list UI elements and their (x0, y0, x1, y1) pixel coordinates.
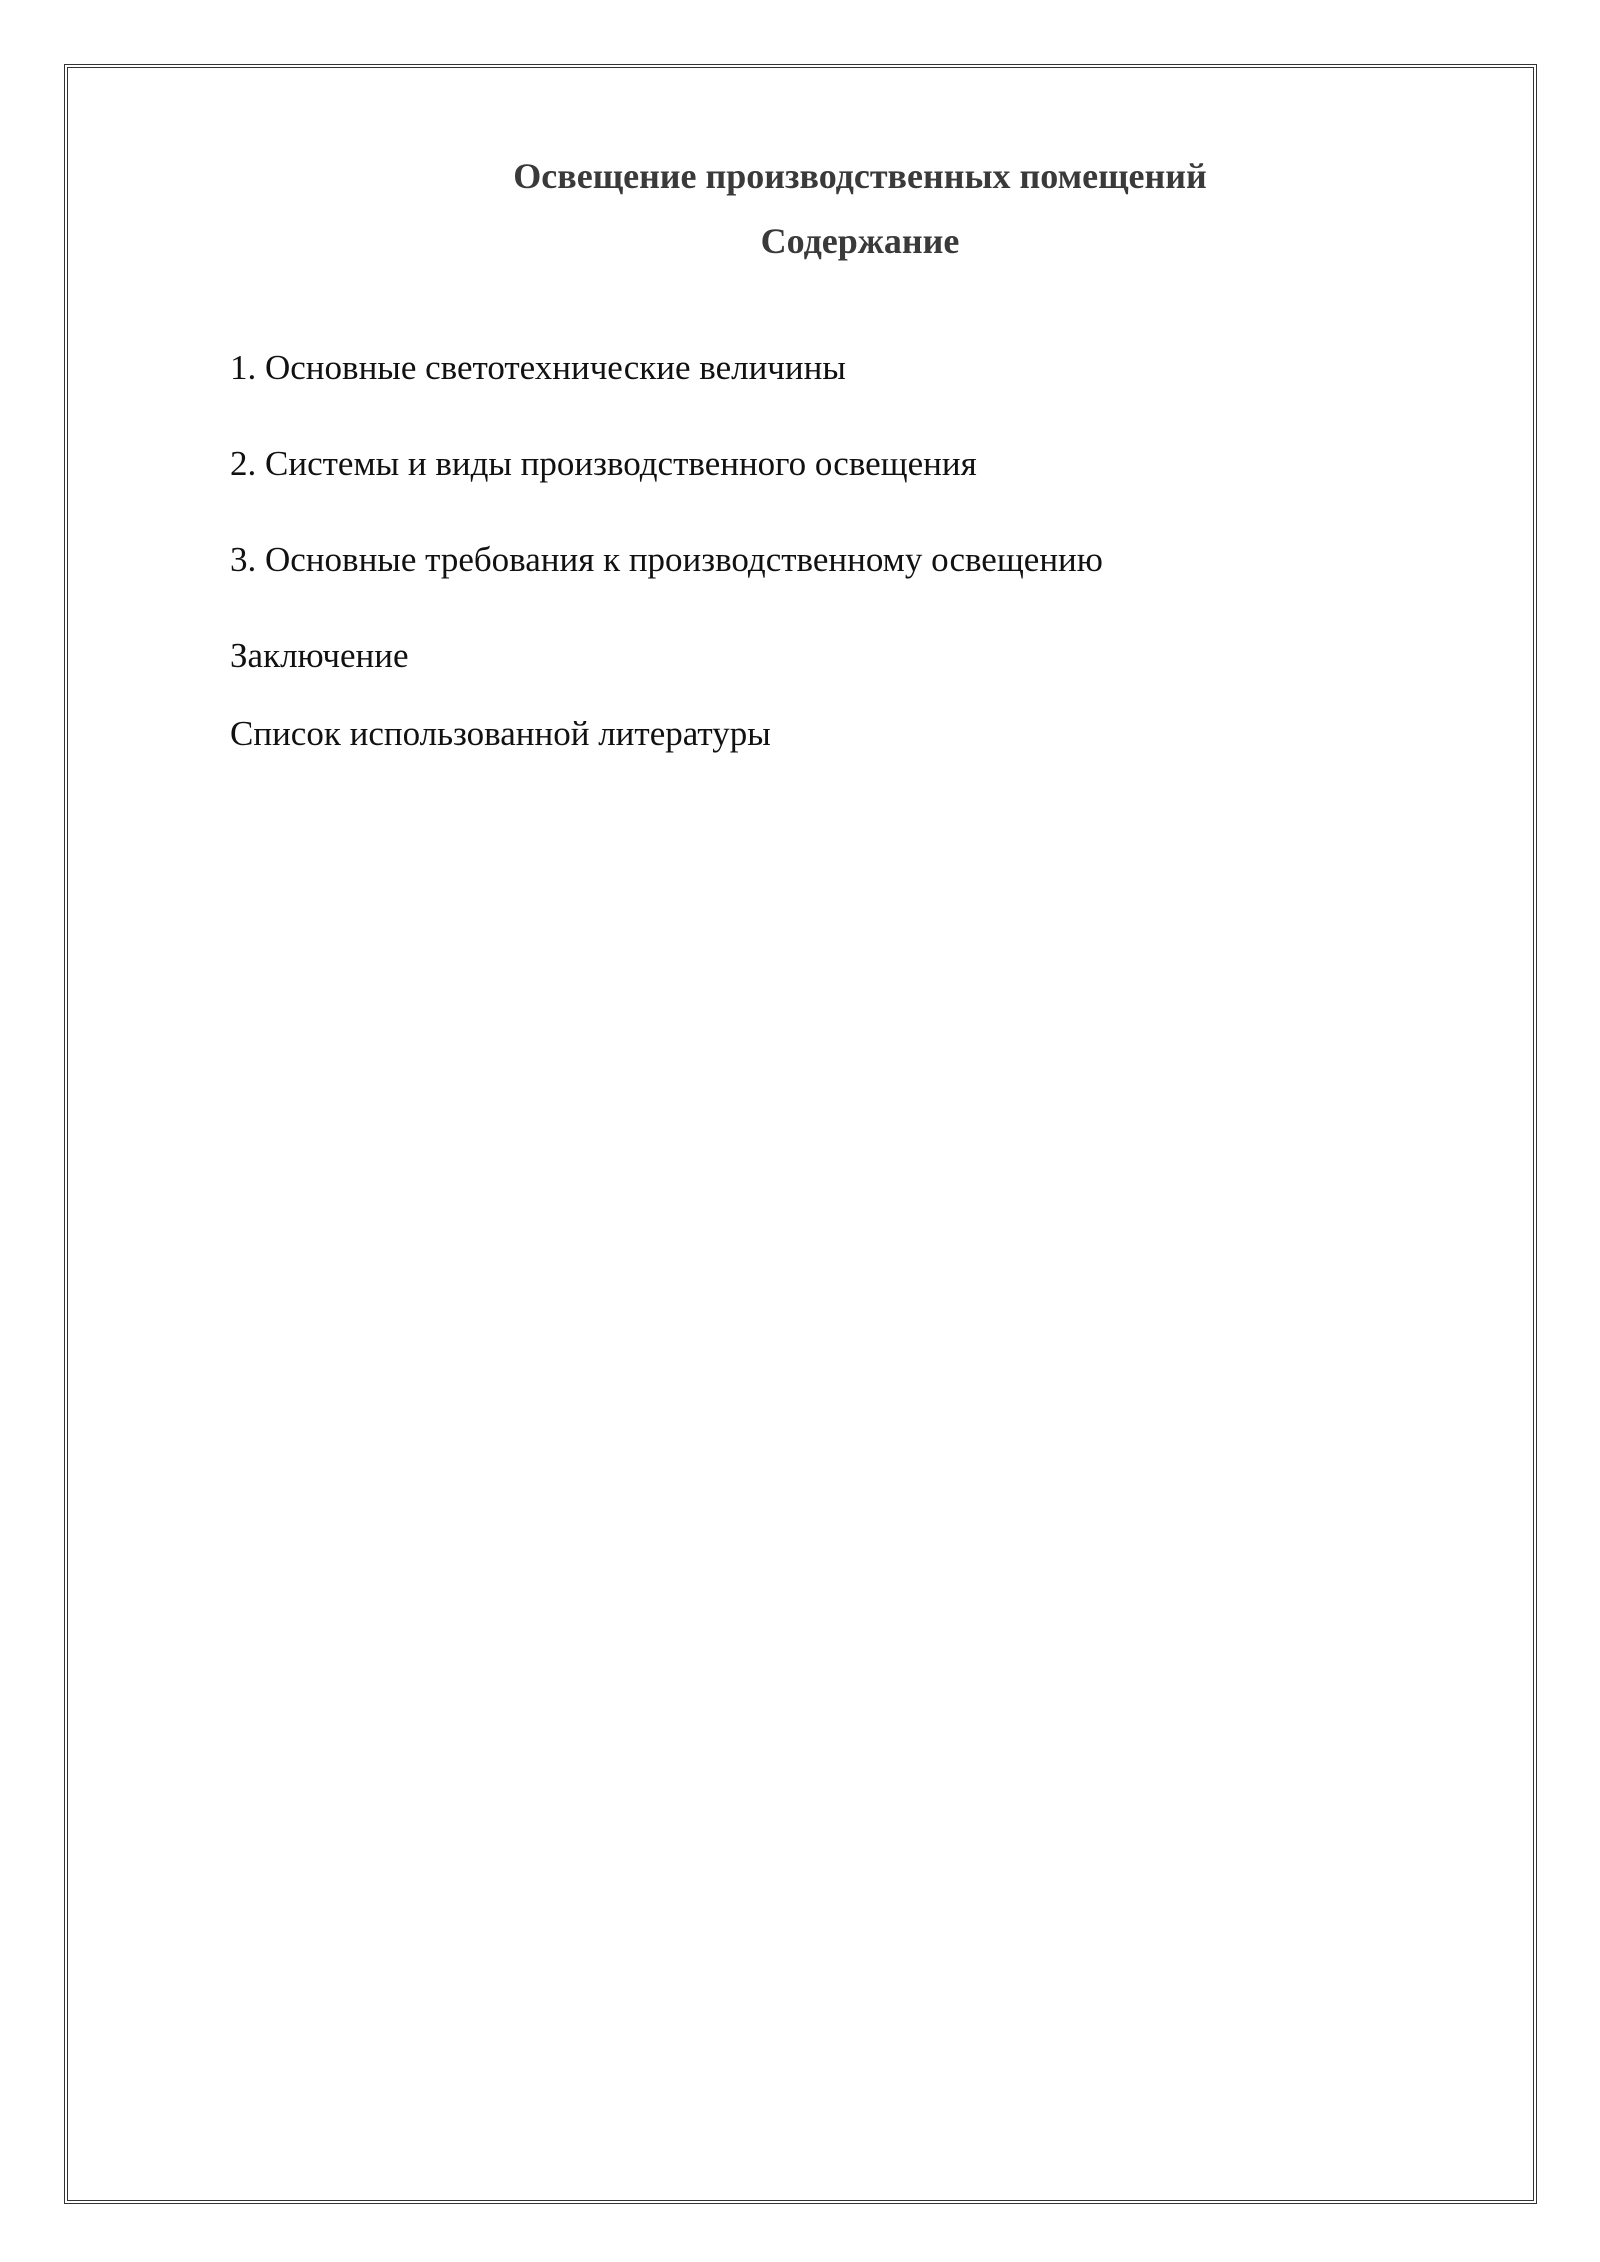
table-of-contents (230, 350, 1103, 751)
toc-item: 3. Основные требования к производственному освещению (230, 540, 1103, 579)
toc-item: 1. Основные светотехнические величины (230, 348, 846, 387)
toc-item: Список использованной литературы (230, 714, 771, 753)
document-title: Освещение производственных помещений (513, 156, 1207, 196)
toc-item: 2. Системы и виды производственного освещения (230, 444, 977, 483)
toc-heading: Содержание (760, 221, 960, 261)
toc-item: Заключение (230, 636, 409, 675)
